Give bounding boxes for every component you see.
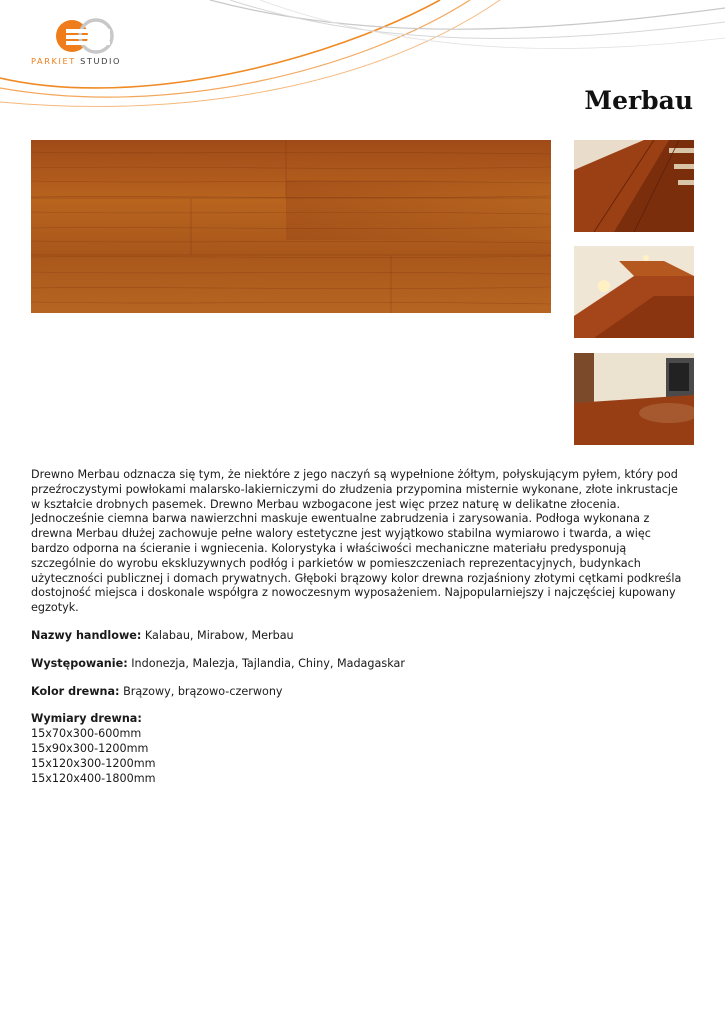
occurrence-value: Indonezja, Malezja, Tajlandia, Chiny, Madagaskar (131, 656, 405, 670)
dimension-item: 15x120x400-1800mm (31, 771, 156, 785)
product-description (31, 468, 686, 786)
wood-color-value: Brązowy, brązowo-czerwony (123, 684, 283, 698)
wood-color-row (31, 685, 686, 700)
dimension-item: 15x90x300-1200mm (31, 741, 149, 755)
trade-names-label: Nazwy handlowe: (31, 628, 142, 642)
stairs-thumbnail-2[interactable] (574, 246, 694, 338)
stairs-thumbnail-1[interactable] (574, 140, 694, 232)
merbau-wood-texture-photo (31, 140, 551, 313)
logo-word-studio: STUDIO (80, 56, 122, 66)
trade-names-row (31, 629, 686, 644)
dimensions-label: Wymiary drewna: (31, 712, 142, 726)
description-paragraph: Drewno Merbau odznacza się tym, że niektóre z jego naczyń są wypełnione żółtym, połyskującym pyłem, który pod przeźroczystymi powłokami malarsko-lakierniczymi do złudzenia przypomina misternie wykonane, złote inkrustacje w kształcie drobnych pasemek. Drewno Merbau wzbogacone jest więc przez naturę w delikatne złocenia. Jednocześnie ciemna barwa nawierzchni maskuje ewentualne zabrudzenia i zarysowania. Podłoga wykonana z drewna Merbau dłużej zachowuje pełne walory estetyczne jest wyjątkowo stabilna wymiarowo i twarda, a więc bardzo odporna na ścieranie i wgniecenia. Kolorystyka i właściwości mechaniczne materiału predysponują szczególnie do wyrobu ekskluzywnych podłóg i parkietów w pomieszczeniach reprezentacyjnych, budynkach użyteczności publicznej i domach prywatnych. Głęboki brązowy kolor drewna rozjaśniony złotymi cętkami podkreśla dostojność miejsca i doskonale współgra z nowoczesnym wyposażeniem. Najpopularniejszy i najczęściej kupowany egzotyk. (31, 468, 682, 615)
trade-names-value: Kalabau, Mirabow, Merbau (144, 628, 294, 642)
dimensions-list (31, 727, 686, 786)
occurrence-label: Występowanie: (31, 656, 128, 670)
dimension-item: 15x70x300-600mm (31, 727, 142, 741)
occurrence-row (31, 657, 686, 672)
dimension-item: 15x120x300-1200mm (31, 756, 156, 770)
wood-color-label: Kolor drewna: (31, 684, 120, 698)
logo-word-parkiet: PARKIET (31, 56, 76, 66)
page-title: Merbau (584, 86, 693, 115)
dimensions-section (31, 712, 686, 786)
fireplace-room-thumbnail[interactable] (574, 353, 694, 445)
logo-wordmark (31, 56, 121, 66)
